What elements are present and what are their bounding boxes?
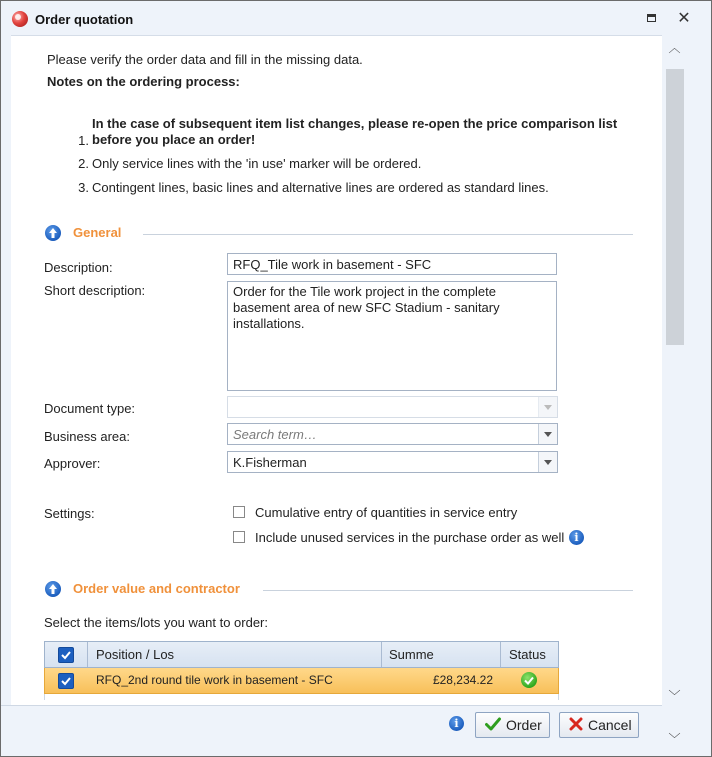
- title-bar: [1, 1, 711, 35]
- document-type-label: Document type:: [44, 401, 136, 416]
- status-ok-icon: [521, 672, 537, 688]
- row-position: RFQ_2nd round tile work in basement - SFC: [96, 673, 333, 687]
- list-item-number: 2.: [78, 156, 89, 171]
- window-title: Order quotation: [35, 12, 134, 27]
- cancel-button-label: Cancel: [588, 717, 632, 733]
- cumulative-entry-checkbox[interactable]: [233, 506, 245, 518]
- collapse-up-arrow-icon[interactable]: [45, 581, 61, 597]
- document-type-select[interactable]: [227, 396, 558, 418]
- settings-label: Settings:: [44, 506, 95, 521]
- section-divider: [263, 590, 633, 591]
- approver-value: K.Fisherman: [233, 455, 307, 470]
- table-row: [44, 694, 559, 700]
- order-value-section-header[interactable]: [45, 579, 635, 599]
- business-area-select[interactable]: [227, 423, 558, 445]
- close-icon: ✕: [677, 10, 691, 27]
- include-unused-checkbox[interactable]: [233, 531, 245, 543]
- column-header-summe[interactable]: Summe: [382, 642, 501, 667]
- scroll-down-icon[interactable]: ﹀: [668, 688, 681, 703]
- column-header-position[interactable]: Position / Los: [88, 642, 382, 667]
- dialog-content: [11, 35, 662, 706]
- list-item-text: Contingent lines, basic lines and alternative lines are ordered as standard lines.: [92, 180, 549, 195]
- order-button-label: Order: [506, 717, 542, 733]
- table-header: [44, 641, 559, 668]
- section-title: General: [73, 225, 122, 240]
- list-item-text: In the case of subsequent item list changes, please re-open the price comparison list before you place an order!: [92, 116, 618, 147]
- app-icon: [12, 11, 28, 27]
- row-summe: £28,234.22: [432, 673, 493, 687]
- approver-label: Approver:: [44, 456, 101, 471]
- maximize-icon: [647, 14, 656, 22]
- select-all-cell: [45, 642, 88, 667]
- list-item-text: Only service lines with the 'in use' marker will be ordered.: [92, 156, 422, 171]
- cancel-button[interactable]: [559, 712, 639, 738]
- scrollbar-thumb[interactable]: [666, 69, 684, 345]
- row-checkbox[interactable]: [58, 673, 74, 689]
- close-button[interactable]: [671, 7, 697, 29]
- section-divider: [143, 234, 633, 235]
- intro-text: Please verify the order data and fill in the missing data.: [47, 52, 363, 67]
- business-area-placeholder: Search term…: [233, 427, 317, 442]
- description-label: Description:: [44, 260, 113, 275]
- business-area-label: Business area:: [44, 429, 130, 444]
- collapse-up-arrow-icon[interactable]: [45, 225, 61, 241]
- description-field[interactable]: RFQ_Tile work in basement - SFC: [227, 253, 557, 275]
- general-section-header[interactable]: [45, 223, 635, 243]
- vertical-scrollbar[interactable]: [662, 35, 687, 755]
- dialog-footer: [1, 705, 662, 756]
- info-icon[interactable]: i: [449, 716, 464, 731]
- scroll-down-icon[interactable]: ﹀: [668, 731, 681, 746]
- approver-select[interactable]: [227, 451, 558, 473]
- cumulative-entry-label: Cumulative entry of quantities in service entry: [255, 505, 518, 520]
- scroll-up-icon[interactable]: ︿: [668, 40, 681, 55]
- cancel-x-icon: [569, 717, 583, 734]
- include-unused-label: Include unused services in the purchase order as well: [255, 530, 565, 545]
- info-icon[interactable]: i: [569, 530, 584, 545]
- section-title: Order value and contractor: [73, 581, 240, 596]
- short-description-label: Short description:: [44, 283, 146, 298]
- column-header-status[interactable]: Status: [509, 647, 546, 662]
- select-all-checkbox[interactable]: [58, 647, 74, 663]
- notes-heading: Notes on the ordering process:: [47, 74, 240, 89]
- chevron-down-icon[interactable]: [538, 452, 557, 472]
- chevron-down-icon[interactable]: [538, 397, 557, 417]
- maximize-button[interactable]: [638, 7, 664, 29]
- list-item-number: 1.: [78, 133, 89, 148]
- chevron-down-icon[interactable]: [538, 424, 557, 444]
- checkmark-icon: [485, 717, 501, 734]
- order-button[interactable]: [475, 712, 550, 738]
- list-item-number: 3.: [78, 180, 89, 195]
- table-row[interactable]: [44, 668, 559, 694]
- select-items-prompt: Select the items/lots you want to order:: [44, 615, 268, 630]
- short-description-textarea[interactable]: Order for the Tile work project in the complete basement area of new SFC Stadium - sanitary installations.: [227, 281, 557, 391]
